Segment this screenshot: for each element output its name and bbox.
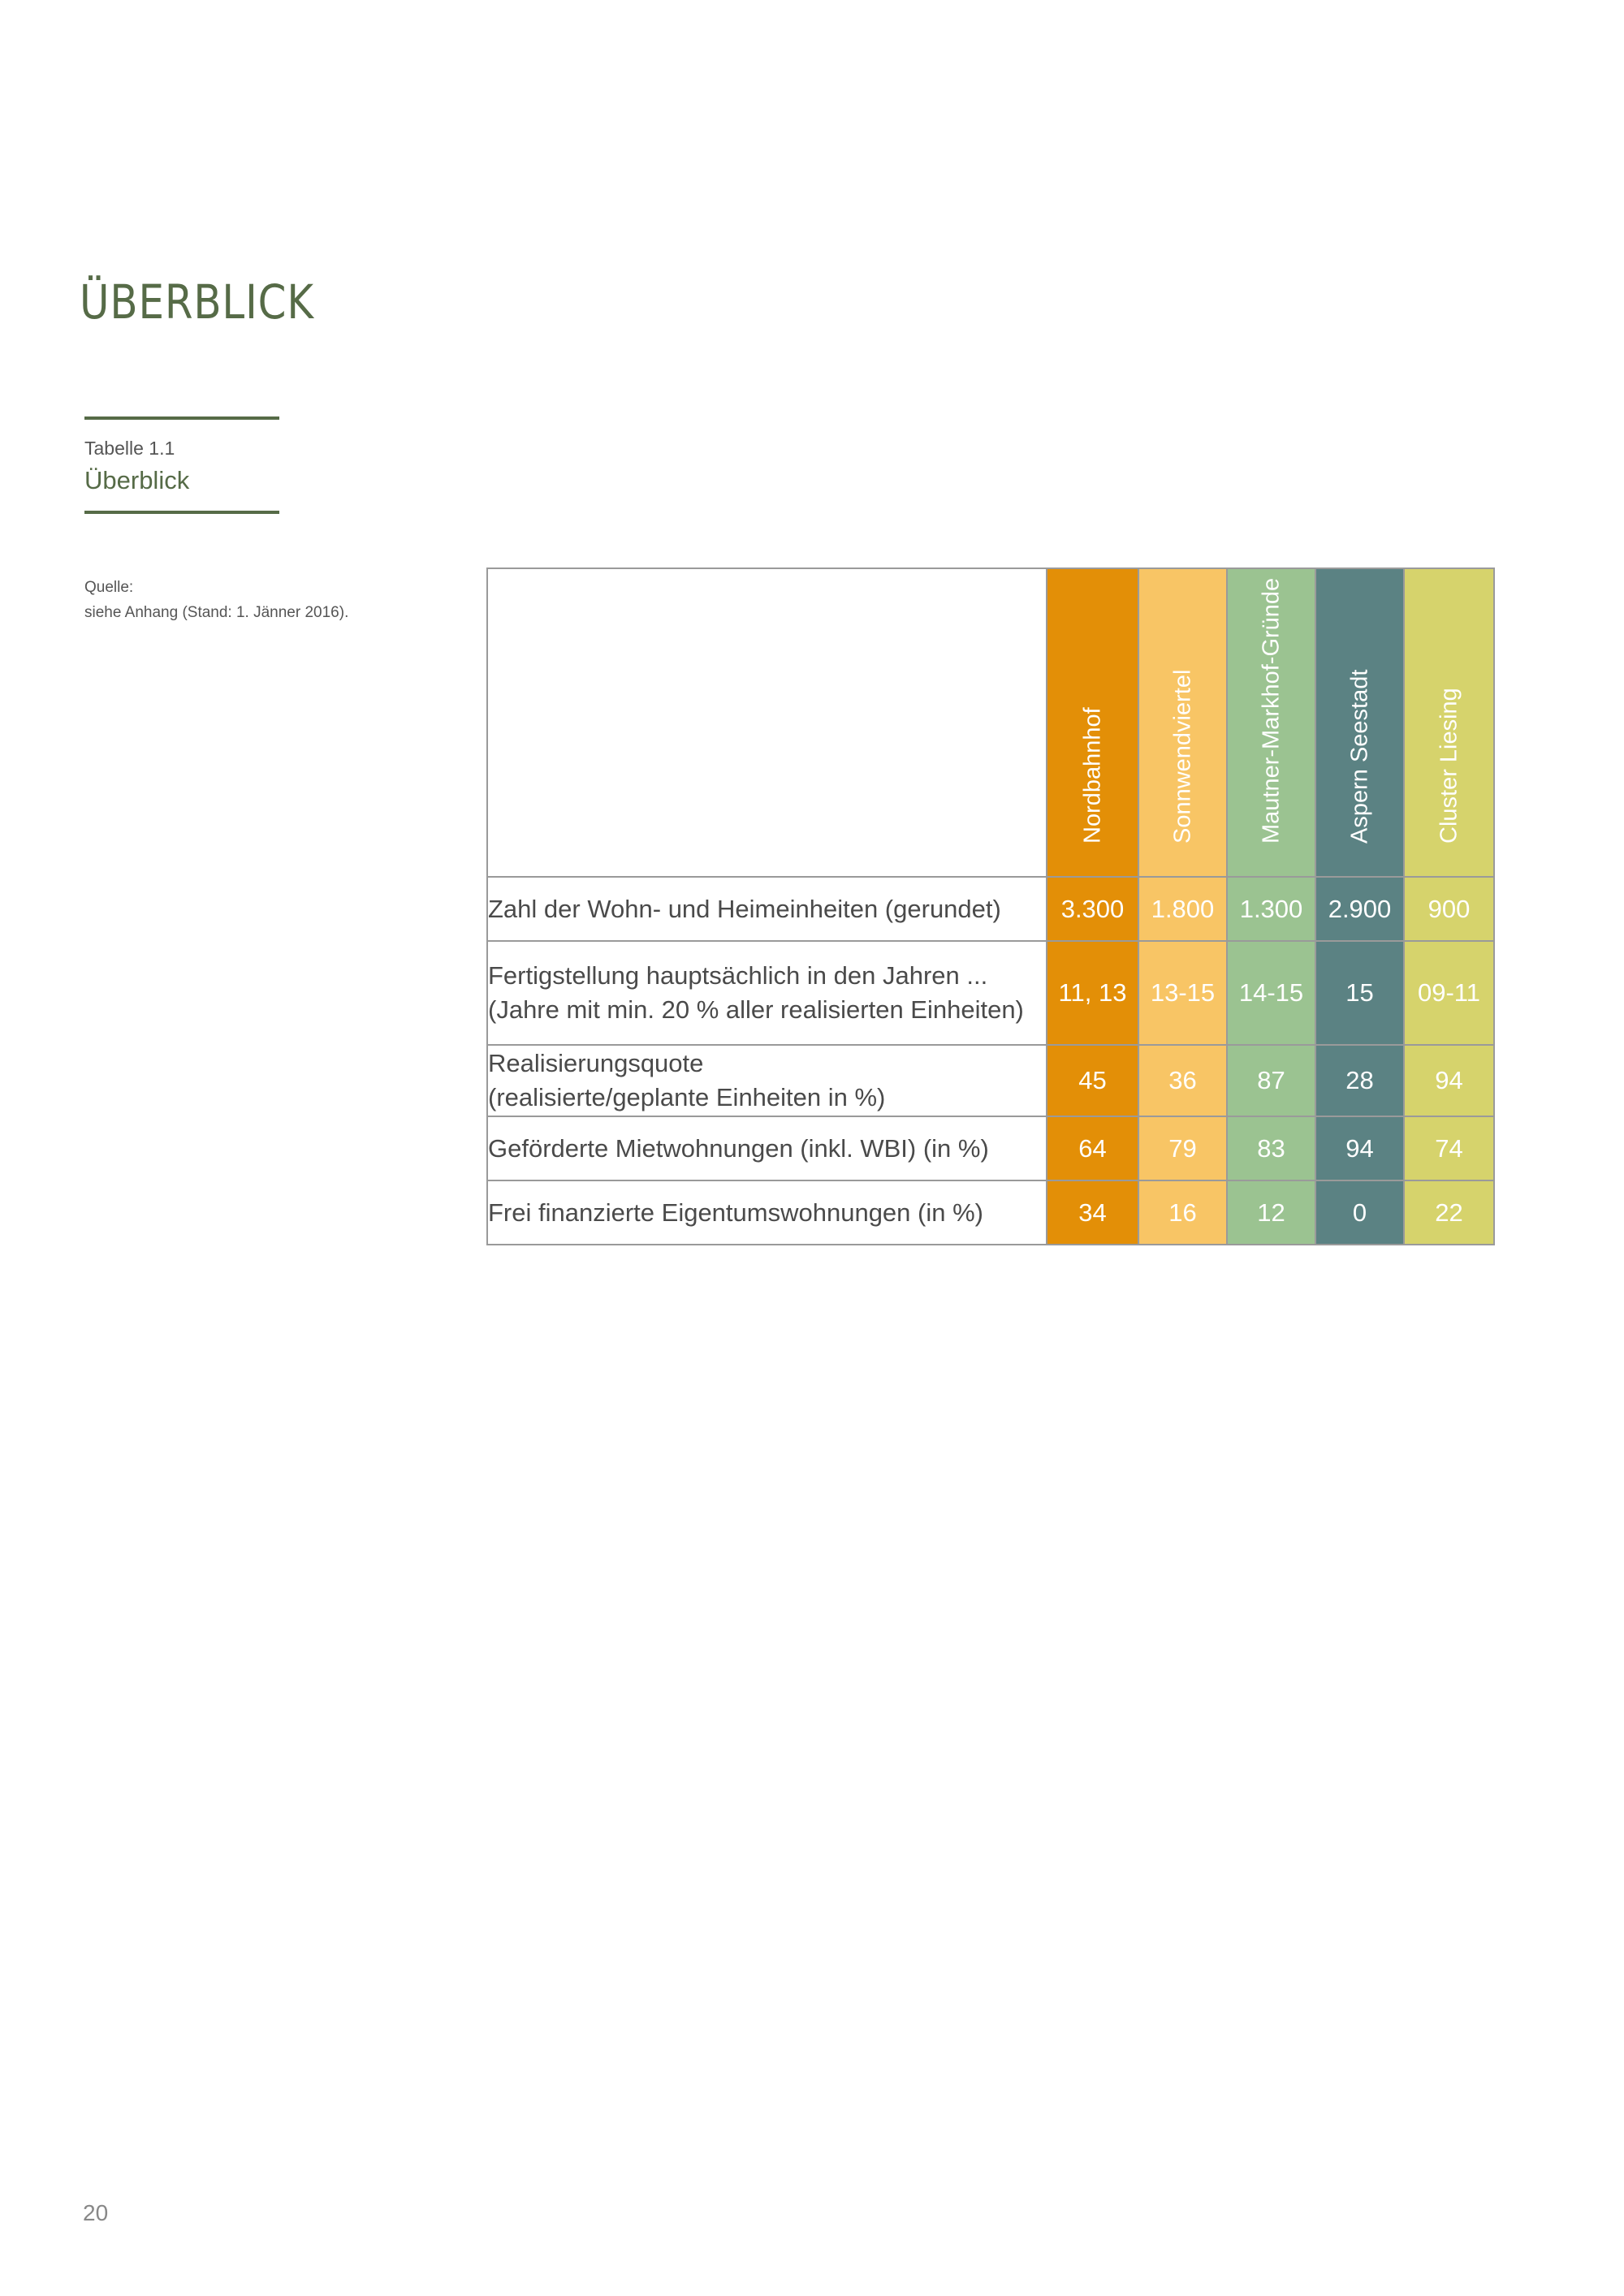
column-header-label: Nordbahnhof: [1079, 707, 1105, 844]
row-label: [487, 941, 1047, 1045]
row-label-line: Fertigstellung hauptsächlich in den Jahren ...: [488, 961, 988, 990]
table-cell: 1.300: [1227, 877, 1315, 941]
table-caption-title: Überblick: [84, 466, 190, 494]
table-cell: 94: [1315, 1116, 1404, 1180]
table-row: [487, 1045, 1494, 1116]
table-cell: 22: [1404, 1180, 1494, 1245]
row-label-line: Frei finanzierte Eigentumswohnungen (in %): [488, 1198, 983, 1227]
table-cell: 28: [1315, 1045, 1404, 1116]
table-cell: 45: [1047, 1045, 1138, 1116]
row-label-line: Zahl der Wohn- und Heimeinheiten (gerundet): [488, 894, 1001, 923]
table-cell: 74: [1404, 1116, 1494, 1180]
table-cell: 94: [1404, 1045, 1494, 1116]
column-header-label: Cluster Liesing: [1436, 688, 1462, 844]
row-label-line: (realisierte/geplante Einheiten in %): [488, 1083, 886, 1111]
row-label-line: Realisierungsquote: [488, 1049, 704, 1077]
table-row: [487, 1116, 1494, 1180]
overview-table: [486, 568, 1495, 1245]
table-cell: 79: [1138, 1116, 1227, 1180]
row-label: [487, 1045, 1047, 1116]
source-label: Quelle:: [84, 579, 134, 596]
table-corner-cell: [487, 568, 1047, 877]
column-header: [1138, 568, 1227, 877]
page-number: 20: [83, 2200, 109, 2225]
table-caption-label: Tabelle 1.1: [84, 438, 175, 459]
table-cell: 12: [1227, 1180, 1315, 1245]
table-row: [487, 1180, 1494, 1245]
table-cell: 34: [1047, 1180, 1138, 1245]
table-row: [487, 941, 1494, 1045]
source-note: [84, 575, 348, 625]
table-cell: 15: [1315, 941, 1404, 1045]
column-header: [1047, 568, 1138, 877]
table-cell: 3.300: [1047, 877, 1138, 941]
table-header-row: [487, 568, 1494, 877]
table-cell: 11, 13: [1047, 941, 1138, 1045]
page-heading: ÜBERBLICK: [80, 274, 314, 330]
caption-top-rule: [84, 416, 279, 420]
column-header-label: Mautner-Markhof-Gründe: [1258, 577, 1284, 844]
column-header-label: Sonnwendviertel: [1169, 669, 1195, 844]
table-cell: 14-15: [1227, 941, 1315, 1045]
table-cell: 16: [1138, 1180, 1227, 1245]
table-cell: 87: [1227, 1045, 1315, 1116]
table-cell: 900: [1404, 877, 1494, 941]
table-cell: 36: [1138, 1045, 1227, 1116]
source-text: siehe Anhang (Stand: 1. Jänner 2016).: [84, 604, 349, 621]
column-header-label: Aspern Seestadt: [1346, 669, 1372, 844]
table-cell: 13-15: [1138, 941, 1227, 1045]
caption-bottom-rule: [84, 511, 279, 514]
row-label: [487, 877, 1047, 941]
column-header: [1227, 568, 1315, 877]
row-label: [487, 1180, 1047, 1245]
column-header: [1315, 568, 1404, 877]
table-cell: 1.800: [1138, 877, 1227, 941]
table-cell: 83: [1227, 1116, 1315, 1180]
table-cell: 09-11: [1404, 941, 1494, 1045]
table-row: [487, 877, 1494, 941]
row-label-line: (Jahre mit min. 20 % aller realisierten Einheiten): [488, 995, 1024, 1024]
table-cell: 64: [1047, 1116, 1138, 1180]
row-label: [487, 1116, 1047, 1180]
table-cell: 0: [1315, 1180, 1404, 1245]
column-header: [1404, 568, 1494, 877]
table-cell: 2.900: [1315, 877, 1404, 941]
row-label-line: Geförderte Mietwohnungen (inkl. WBI) (in %): [488, 1133, 989, 1163]
